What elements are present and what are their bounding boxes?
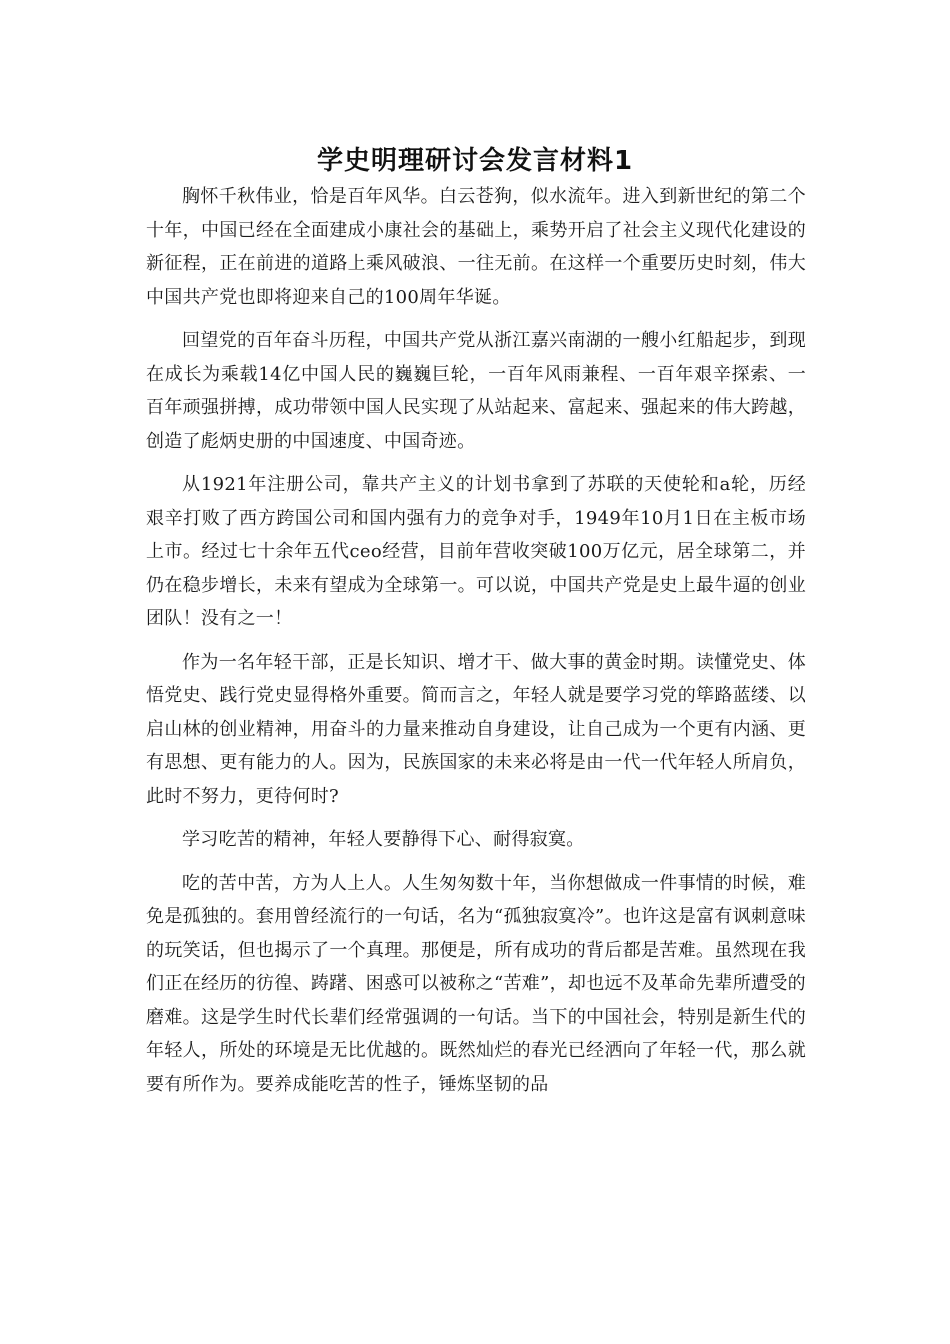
paragraph-1: 胸怀千秋伟业，恰是百年风华。白云苍狗，似水流年。进入到新世纪的第二个十年，中国已经在全面建成小康社会的基础上，乘势开启了社会主义现代化建设的新征程，正在前进的道路上乘风破浪、一往无前。在这样一个重要历史时刻，伟大中国共产党也即将迎来自己的100周年华诞。 bbox=[146, 186, 806, 308]
document-body bbox=[146, 180, 806, 1111]
paragraph-2: 回望党的百年奋斗历程，中国共产党从浙江嘉兴南湖的一艘小红船起步，到现在成长为乘载14亿中国人民的巍巍巨轮，一百年风雨兼程、一百年艰辛探索、一百年顽强拼搏，成功带领中国人民实现了从站起来、富起来、强起来的伟大跨越，创造了彪炳史册的中国速度、中国奇迹。 bbox=[146, 330, 806, 452]
paragraph-5: 学习吃苦的精神，年轻人要静得下心、耐得寂寞。 bbox=[182, 829, 585, 850]
paragraph-3: 从1921年注册公司，靠共产主义的计划书拿到了苏联的天使轮和a轮，历经艰辛打败了西方跨国公司和国内强有力的竞争对手，1949年10月1日在主板市场上市。经过七十余年五代ceo经营，目前年营收突破100万亿元，居全球第二，并仍在稳步增长，未来有望成为全球第一。可以说，中国共产党是史上最牛逼的创业团队！没有之一！ bbox=[146, 474, 806, 629]
paragraph-4: 作为一名年轻干部，正是长知识、增才干、做大事的黄金时期。读懂党史、体悟党史、践行党史显得格外重要。简而言之，年轻人就是要学习党的筚路蓝缕、以启山林的创业精神，用奋斗的力量来推动自身建设，让自己成为一个更有内涵、更有思想、更有能力的人。因为，民族国家的未来必将是由一代一代年轻人所肩负，此时不努力，更待何时? bbox=[146, 651, 806, 807]
document-title: 学史明理研讨会发言材料1 bbox=[316, 146, 634, 176]
paragraph-6: 吃的苦中苦，方为人上人。人生匆匆数十年，当你想做成一件事情的时候，难免是孤独的。套用曾经流行的一句话，名为“孤独寂寞冷”。也许这是富有讽刺意味的玩笑话，但也揭示了一个真理。那便是，所有成功的背后都是苦难。虽然现在我们正在经历的彷徨、踌躇、困惑可以被称之“苦难”，却也远不及革命先辈所遭受的磨难。这是学生时代长辈们经常强调的一句话。当下的中国社会，特别是新生代的年轻人，所处的环境是无比优越的。既然灿烂的春光已经洒向了年轻一代，那么就要有所作为。要养成能吃苦的性子，锤炼坚韧的品 bbox=[146, 872, 806, 1095]
